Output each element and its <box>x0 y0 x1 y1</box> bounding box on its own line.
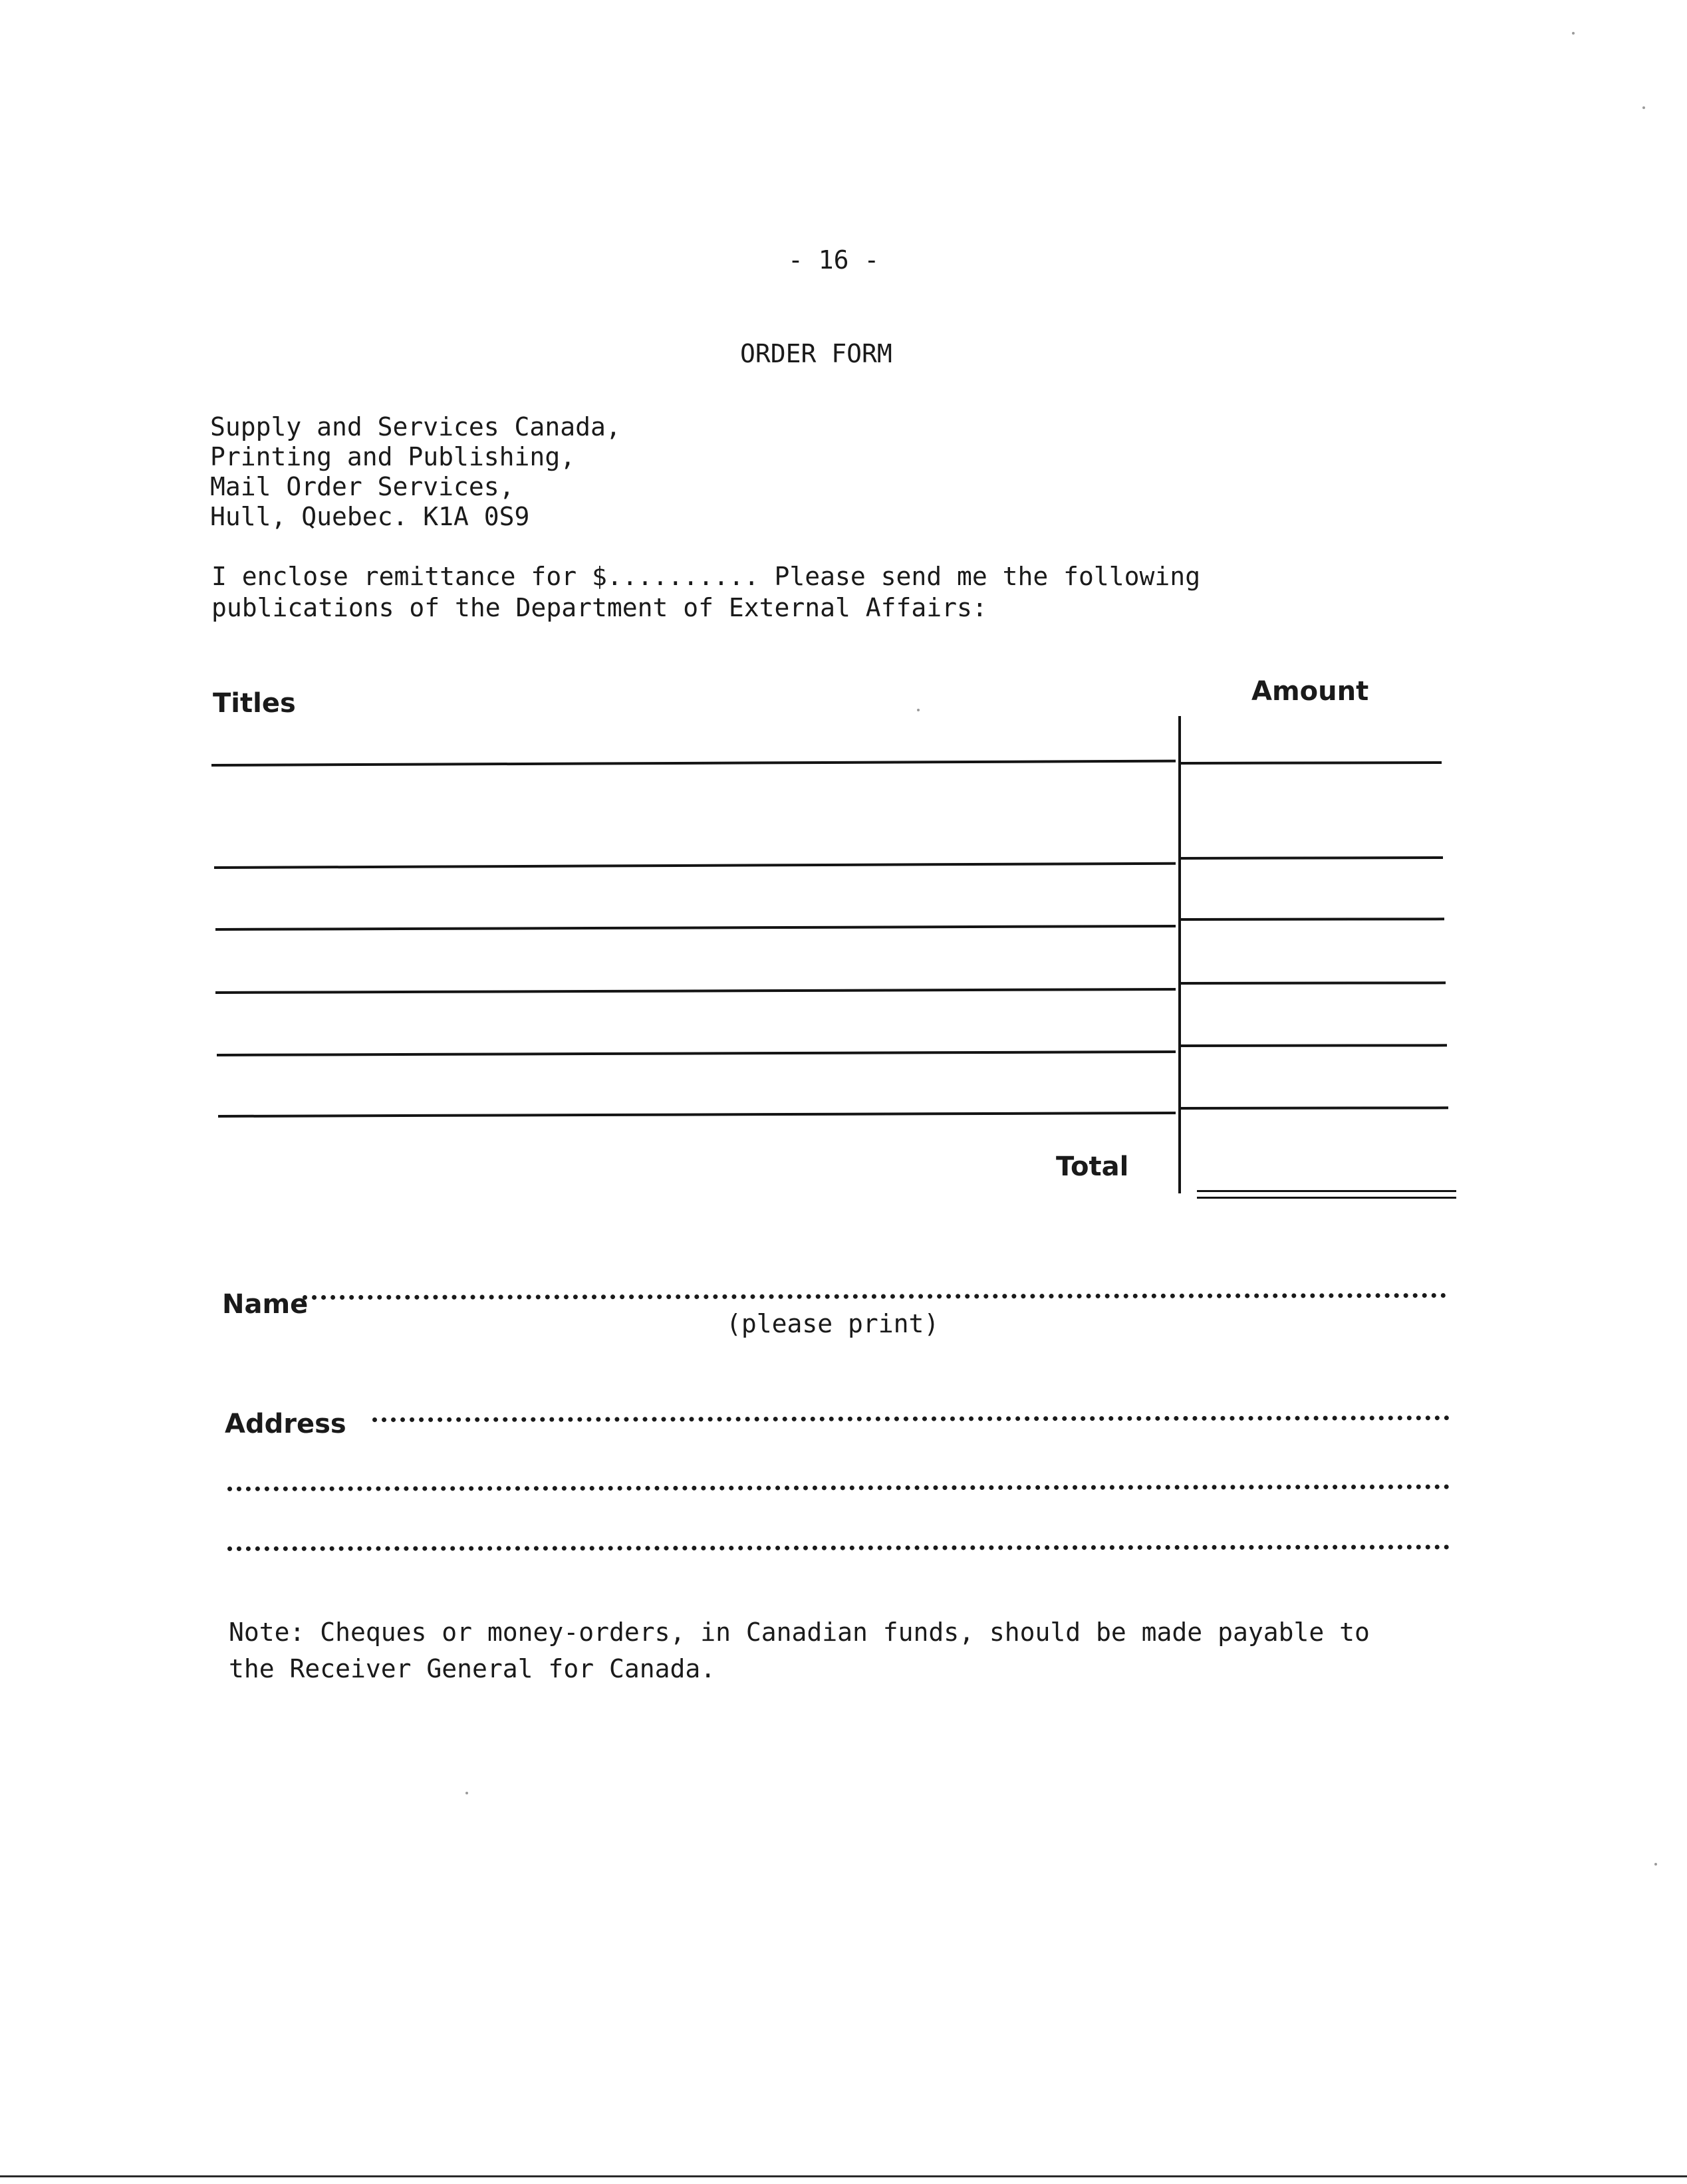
title-line-5[interactable] <box>217 1050 1176 1056</box>
title-line-4[interactable] <box>215 988 1176 994</box>
note-line-2: the Receiver General for Canada. <box>229 1654 716 1683</box>
scan-speck <box>1654 1863 1657 1866</box>
scan-edge-line <box>0 2175 1687 2177</box>
scan-speck <box>1572 32 1575 35</box>
title-line-3[interactable] <box>215 925 1176 931</box>
title-line-6[interactable] <box>218 1112 1176 1118</box>
address-line-3: Mail Order Services, <box>210 472 515 501</box>
address-field-line-1[interactable] <box>372 1415 1450 1422</box>
remittance-line-1: I enclose remittance for $.......... Please send me the following <box>211 562 1201 591</box>
amount-line-3[interactable] <box>1178 917 1444 921</box>
address-line-1: Supply and Services Canada, <box>210 412 621 441</box>
address-label: Address <box>225 1409 346 1439</box>
scan-speck <box>917 709 920 711</box>
title-line-2[interactable] <box>214 862 1176 869</box>
address-line-2: Printing and Publishing, <box>210 442 576 471</box>
address-field-line-3[interactable] <box>227 1544 1450 1551</box>
address-field-line-2[interactable] <box>227 1485 1450 1491</box>
address-line-4: Hull, Quebec. K1A 0S9 <box>210 502 530 531</box>
name-label: Name <box>222 1289 309 1320</box>
total-label: Total <box>1056 1152 1129 1182</box>
amount-header: Amount <box>1251 676 1369 707</box>
titles-header: Titles <box>213 688 296 719</box>
total-line-lower <box>1197 1197 1456 1199</box>
amount-line-4[interactable] <box>1178 981 1446 985</box>
amount-line-5[interactable] <box>1178 1044 1447 1047</box>
scan-speck <box>465 1792 468 1794</box>
amount-line-2[interactable] <box>1178 856 1443 860</box>
note-line-1: Note: Cheques or money-orders, in Canadian funds, should be made payable to <box>229 1618 1370 1647</box>
page-number: - 16 - <box>788 245 880 275</box>
scan-speck <box>1642 106 1645 109</box>
form-title: ORDER FORM <box>740 339 892 368</box>
title-line-1[interactable] <box>211 760 1176 767</box>
name-hint: (please print) <box>726 1309 940 1338</box>
column-divider <box>1178 716 1181 1193</box>
name-field[interactable] <box>303 1293 1446 1300</box>
remittance-line-2: publications of the Department of External Affairs: <box>211 593 987 622</box>
total-line-upper[interactable] <box>1197 1190 1456 1192</box>
amount-line-1[interactable] <box>1178 761 1442 765</box>
amount-line-6[interactable] <box>1178 1106 1448 1110</box>
